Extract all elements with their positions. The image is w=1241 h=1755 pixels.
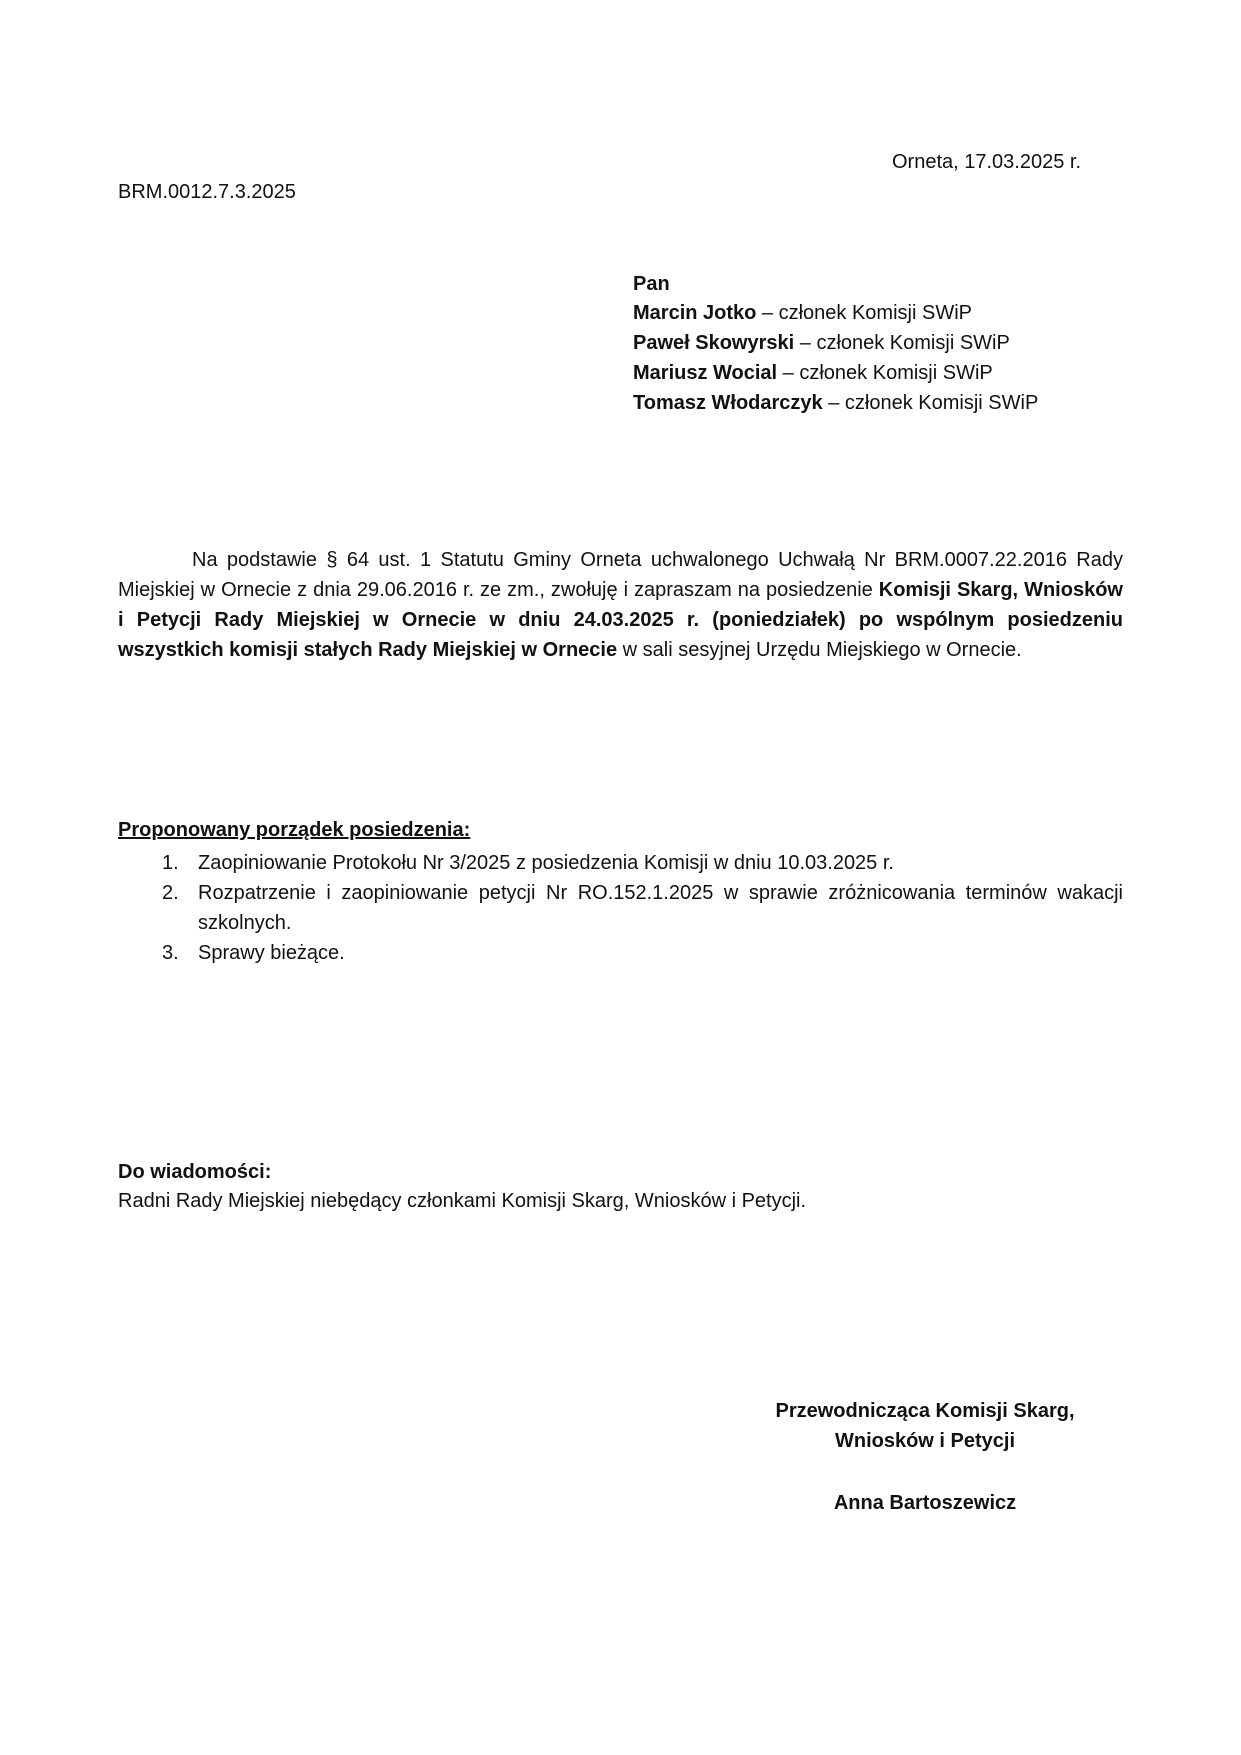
body-paragraph [118, 545, 1123, 665]
agenda-item [118, 878, 1123, 938]
agenda-list [118, 848, 1123, 968]
agenda-item [118, 938, 1123, 968]
agenda-item-number: 3. [162, 942, 179, 964]
signature-title-cont: Wniosków i Petycji [834, 1430, 1016, 1452]
member-role: – członek Komisji SWiP [794, 332, 1010, 354]
salutation: Pan [633, 273, 670, 295]
agenda-item-text: Sprawy bieżące. [198, 942, 345, 964]
member-name: Paweł Skowyrski [633, 332, 795, 354]
addressee-line [633, 391, 1038, 415]
cc-text: Radni Rady Miejskiej niebędący członkami Komisji Skarg, Wniosków i Petycji. [118, 1190, 807, 1212]
body-bold-text: Komisji Skarg, Wniosków i Petycji Rady Miejskiej w Ornecie w dniu 24.03.2025 r. (poniedziałek) po wspólnym posiedzeniu wszystkich komisji stałych Rady Miejskiej w Ornecie [118, 579, 1123, 661]
signature-title: Przewodnicząca Komisji Skarg, [775, 1400, 1075, 1422]
addressee-line [633, 361, 993, 385]
member-name: Tomasz Włodarczyk [633, 392, 823, 414]
agenda-item [118, 848, 1123, 878]
reference-number: BRM.0012.7.3.2025 [118, 181, 296, 203]
body-text: Na podstawie § 64 ust. 1 Statutu Gminy Orneta uchwalonego Uchwałą Nr BRM.0007.22.2016 Rady Miejskiej w Ornecie z dnia 29.06.2016 r. ze zm., zwołuję i zapraszam na posiedzenie [118, 549, 1123, 601]
agenda-item-number: 1. [162, 852, 179, 874]
addressee-line [633, 331, 1010, 355]
member-role: – członek Komisji SWiP [822, 392, 1039, 414]
member-role: – członek Komisji SWiP [777, 362, 993, 384]
place-date: Orneta, 17.03.2025 r. [892, 151, 1082, 173]
agenda-item-text: Zaopiniowanie Protokołu Nr 3/2025 z posiedzenia Komisji w dniu 10.03.2025 r. [198, 852, 894, 874]
member-name: Marcin Jotko [633, 302, 757, 324]
member-role: – członek Komisji SWiP [756, 302, 972, 324]
body-text-end: w sali sesyjnej Urzędu Miejskiego w Ornecie. [617, 639, 1022, 661]
agenda-item-number: 2. [162, 882, 179, 904]
agenda-item-text: Rozpatrzenie i zaopiniowanie petycji Nr RO.152.1.2025 w sprawie zróżnicowania terminów wakacji szkolnych. [198, 882, 1123, 934]
agenda-title: Proponowany porządek posiedzenia: [118, 819, 471, 841]
cc-title: Do wiadomości: [118, 1161, 272, 1183]
addressee-line [633, 301, 972, 325]
member-name: Mariusz Wocial [633, 362, 778, 384]
signature-name: Anna Bartoszewicz [833, 1492, 1017, 1514]
